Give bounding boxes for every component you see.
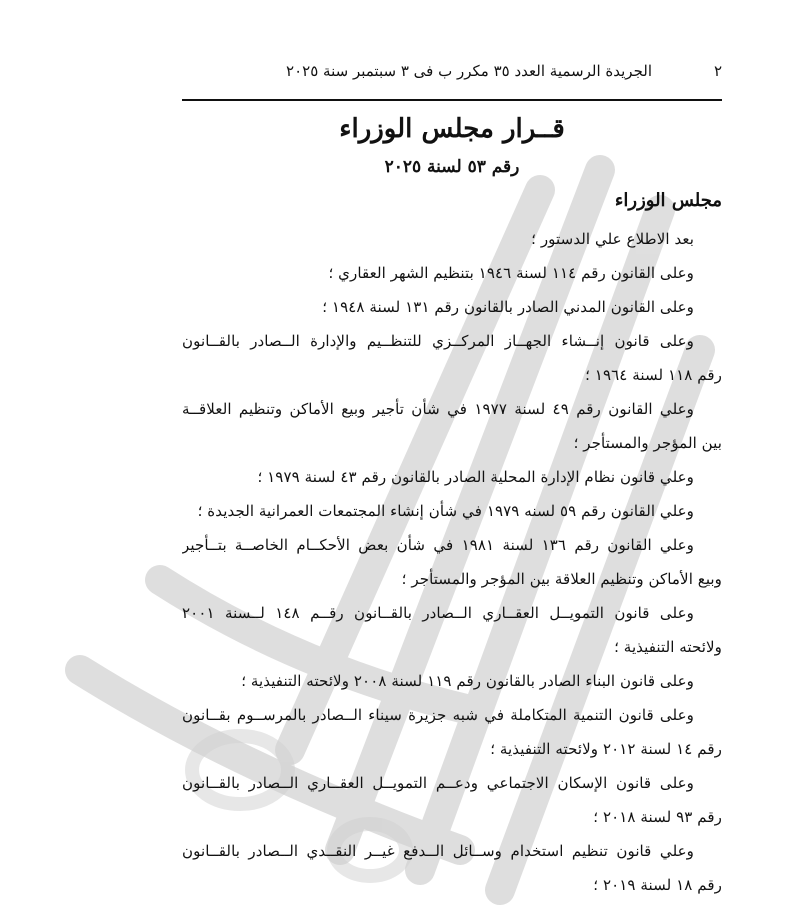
text-line: بعد الاطلاع علي الدستور ؛ [531,230,694,248]
text-line: وعلي قانون تنظيم استخدام وســائل الــدفع غيــر النقــدي الــصادر بالقــانون [182,842,694,860]
text-line: وعلى قانون الإسكان الاجتماعي ودعــم التمويــل العقــاري الــصادر بالقــانون [182,774,694,792]
text-line: وعلى قانون إنــشاء الجهــاز المركــزي للتنظــيم والإدارة الــصادر بالقــانون [182,332,694,350]
text-line: ولائحته التنفيذية ؛ [614,638,722,656]
text-line: رقم ١٨ لسنة ٢٠١٩ ؛ [593,876,722,894]
gazette-header [182,62,722,92]
text-line: رقم ١٤ لسنة ٢٠١٢ ولائحته التنفيذية ؛ [490,740,722,758]
decree-number: رقم ٥٣ لسنة ٢٠٢٥ [384,157,520,177]
text-line: وعلي قانون نظام الإدارة المحلية الصادر بالقانون رقم ٤٣ لسنة ١٩٧٩ ؛ [257,468,694,486]
text-line: وعلى قانون التنمية المتكاملة في شبه جزيرة سيناء الــصادر بالمرســوم بقــانون [182,706,694,724]
text-line: وعلي القانون رقم ٤٩ لسنة ١٩٧٧ في شأن تأجير وبيع الأماكن وتنظيم العلاقــة [182,400,694,418]
header-text: الجريدة الرسمية العدد ٣٥ مكرر ب فى ٣ سبتمبر سنة ٢٠٢٥ [286,62,652,80]
decree-title: قــرار مجلس الوزراء [339,114,565,144]
decree-body [182,222,722,902]
text-line: وعلي القانون رقم ١٣٦ لسنة ١٩٨١ في شأن بعض الأحكــام الخاصــة بتــأجير [182,536,695,554]
text-line: وعلى القانون رقم ١١٤ لسنة ١٩٤٦ بتنظيم الشهر العقاري ؛ [328,264,694,282]
header-divider [182,99,722,101]
council-label: مجلس الوزراء [614,190,722,211]
text-line: وعلى قانون البناء الصادر بالقانون رقم ١١٩ لسنة ٢٠٠٨ ولائحته التنفيذية ؛ [241,672,694,690]
text-line: رقم ١١٨ لسنة ١٩٦٤ ؛ [585,366,722,384]
page-number: ٢ [713,62,722,80]
text-line: وعلى قانون التمويــل العقــاري الــصادر بالقــانون رقــم ١٤٨ لــسنة ٢٠٠١ [182,604,694,622]
text-line: وعلي القانون رقم ٥٩ لسنه ١٩٧٩ في شأن إنشاء المجتمعات العمرانية الجديدة ؛ [197,502,694,520]
text-line: بين المؤجر والمستأجر ؛ [573,434,722,452]
text-line: وبيع الأماكن وتنظيم العلاقة بين المؤجر والمستأجر ؛ [401,570,722,588]
text-line: رقم ٩٣ لسنة ٢٠١٨ ؛ [593,808,722,826]
text-line: وعلى القانون المدني الصادر بالقانون رقم ١٣١ لسنة ١٩٤٨ ؛ [322,298,694,316]
